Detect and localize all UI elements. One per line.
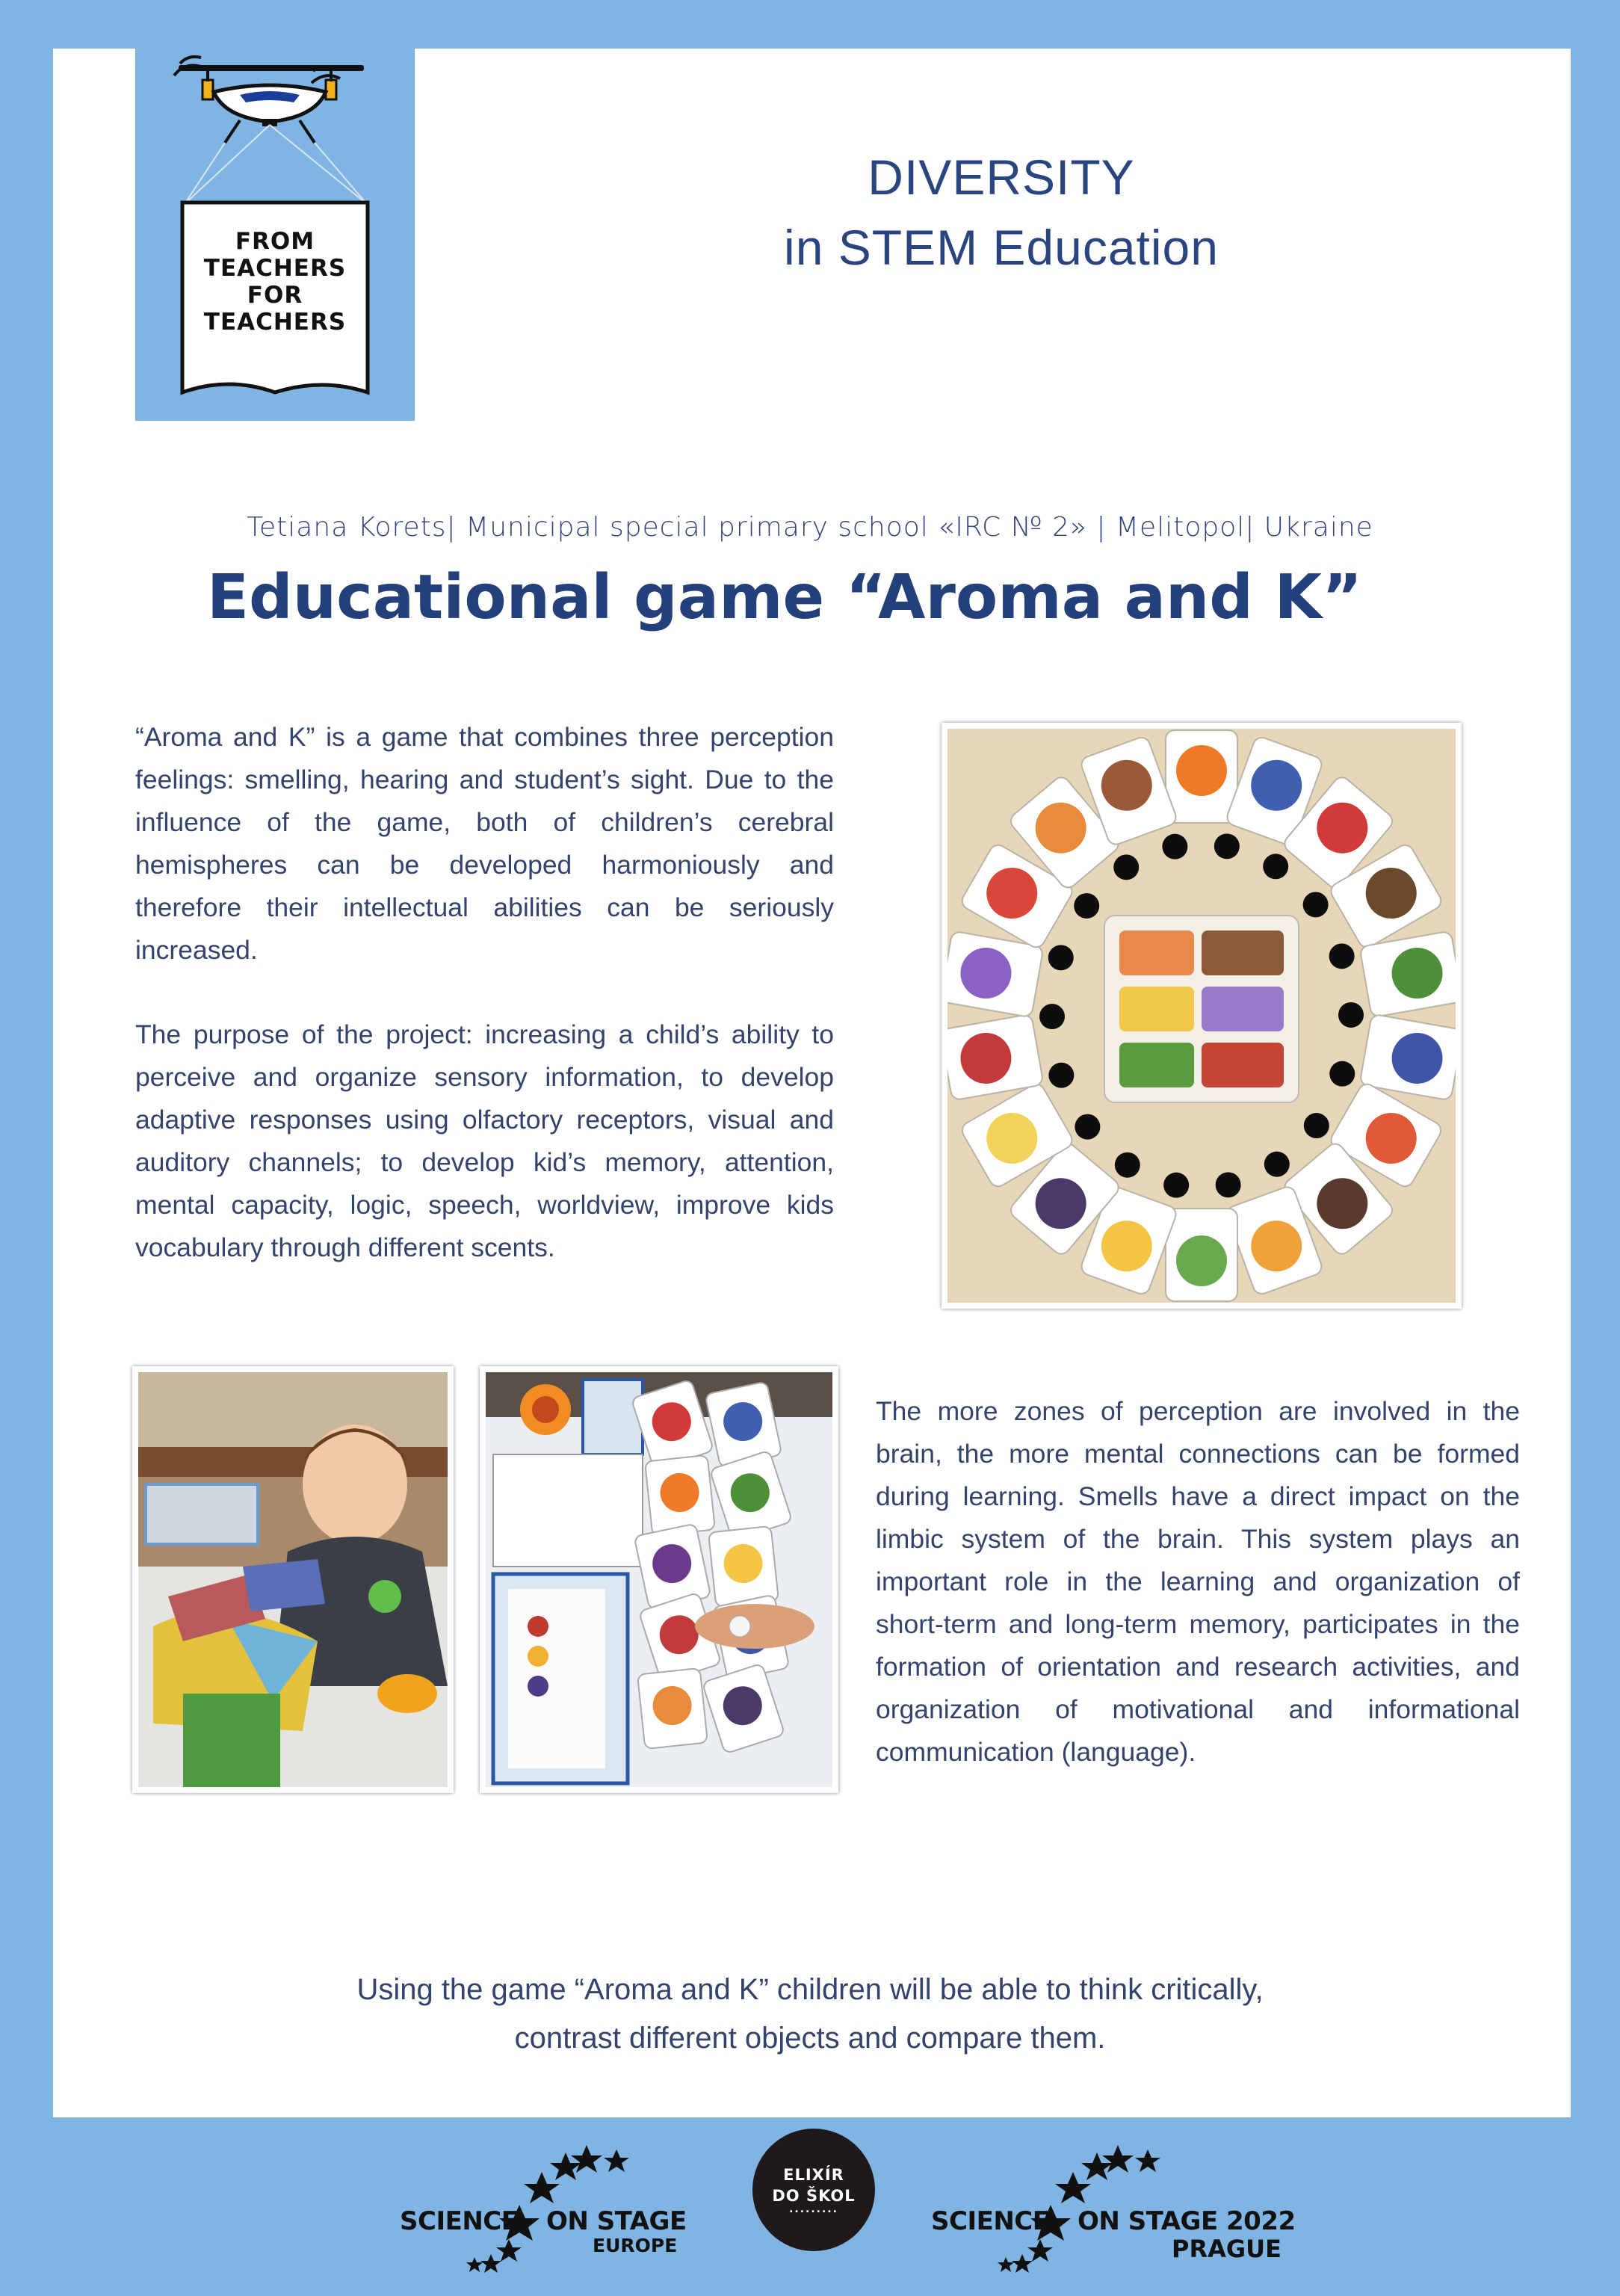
sos-prague-name-right: ON STAGE 2022 <box>1078 2206 1296 2236</box>
page-title: Educational game “Aroma and K” <box>207 562 1362 633</box>
sos-prague-name-left: SCIENCE <box>931 2206 1050 2236</box>
sos-europe-name-left: SCIENCE <box>400 2206 519 2236</box>
perception-zones-paragraph: The more zones of perception are involved in the brain, the more mental connections can be formed during learning. Smells have a direct impact on the limbic system of the brain. This system plays an important role in the learning and organization of short-term and long-term memory, participates in the formation of orientation and research activities, and organization of motivational and informational communication (language). <box>876 1396 1520 1767</box>
intro-paragraph: “Aroma and K” is a game that combines three perception feelings: smelling, hearing and student’s sight. Due to the influence of the game, both of children’s cerebral hemispheres can be developed harmoniously and therefore their intellectual abilities can be seriously increased. <box>135 722 834 965</box>
elixir-do-skol-logo <box>752 2129 875 2251</box>
sos-europe-sub: EUROPE <box>593 2235 678 2256</box>
elixir-line1: ELIXÍR <box>783 2166 844 2184</box>
logo-banner-line: FROM <box>235 228 315 255</box>
game-kit-photo <box>480 1366 838 1793</box>
conclusion-line1: Using the game “Aroma and K” children will be able to think critically, <box>356 1973 1264 2006</box>
science-on-stage-europe-logo <box>400 2145 687 2280</box>
sos-europe-name-right: ON STAGE <box>546 2206 687 2236</box>
elixir-dots: ......... <box>789 2203 838 2215</box>
conference-title-line1: DIVERSITY <box>868 149 1135 205</box>
logo-banner-line: TEACHERS <box>203 255 347 282</box>
aroma-cards-spiral-photo <box>942 723 1462 1309</box>
author-byline: Tetiana Korets| Municipal special primary school «IRC № 2» | Melitopol| Ukraine <box>247 512 1373 543</box>
conference-title-line2: in STEM Education <box>784 220 1219 275</box>
logo-banner-line: TEACHERS <box>203 309 347 336</box>
logo-banner-line: FOR <box>247 282 303 309</box>
elixir-line2: DO ŠKOL <box>772 2187 856 2205</box>
conference-title <box>702 142 1300 283</box>
science-on-stage-prague-logo <box>931 2145 1296 2280</box>
conclusion-line2: contrast different objects and compare them. <box>514 2022 1106 2055</box>
conclusion-text <box>0 1966 1620 2063</box>
from-teachers-logo <box>135 49 415 421</box>
sos-prague-sub: PRAGUE <box>1172 2235 1282 2263</box>
purpose-paragraph: The purpose of the project: increasing a child’s ability to perceive and organize sensory information, to develop adaptive responses using olfactory receptors, visual and auditory channels; to develop kid’s memory, attention, mental capacity, logic, speech, worldview, improve kids vocabulary through different scents. <box>135 1019 834 1262</box>
child-playing-photo <box>132 1366 454 1793</box>
